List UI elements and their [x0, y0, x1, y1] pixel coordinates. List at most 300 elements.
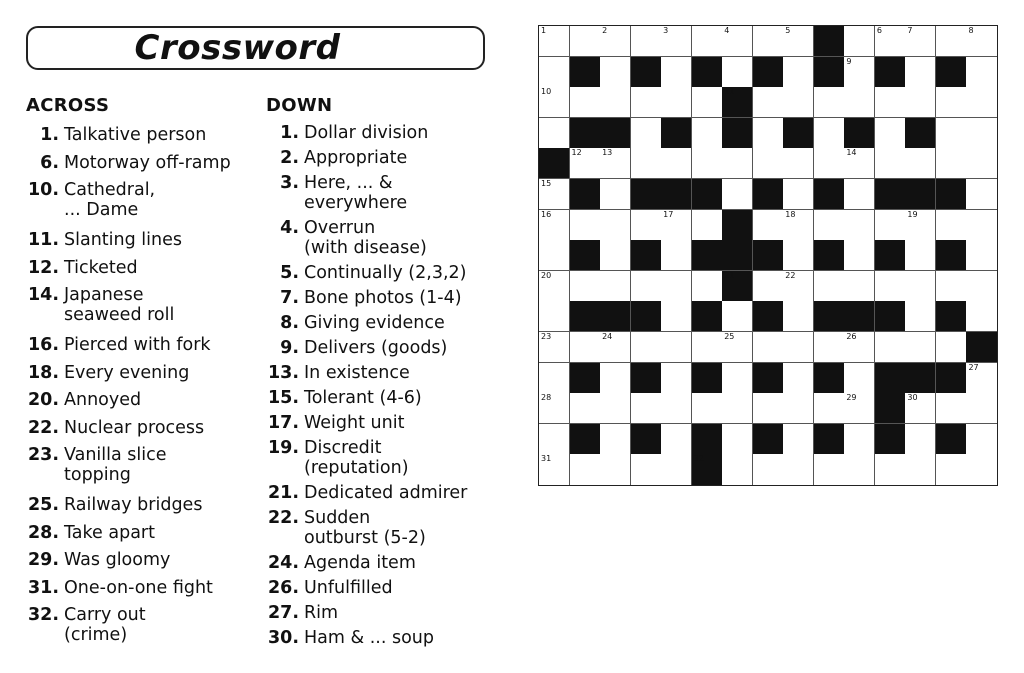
grid-cell[interactable] — [966, 87, 997, 118]
clue-number: 21. — [267, 483, 299, 503]
cell-number: 22 — [785, 270, 796, 280]
grid-cell[interactable] — [631, 454, 662, 485]
grid-cell[interactable] — [844, 26, 875, 57]
grid-cell[interactable] — [692, 271, 723, 302]
grid-cell[interactable] — [966, 240, 997, 271]
grid-block — [692, 363, 723, 394]
grid-cell[interactable] — [814, 210, 845, 241]
grid-cell[interactable] — [600, 271, 631, 302]
clue-text: Bone photos (1-4) — [304, 288, 462, 308]
grid-cell[interactable] — [814, 118, 845, 149]
grid-cell[interactable] — [783, 271, 814, 302]
grid-cell[interactable] — [661, 87, 692, 118]
grid-cell[interactable] — [783, 210, 814, 241]
grid-cell[interactable] — [905, 26, 936, 57]
grid-cell[interactable] — [875, 87, 906, 118]
down-clue[interactable] — [267, 578, 393, 598]
grid-cell[interactable] — [661, 424, 692, 455]
grid-cell[interactable] — [570, 332, 601, 363]
grid-cell[interactable] — [936, 87, 967, 118]
clue-number: 7. — [280, 288, 299, 308]
grid-cell[interactable] — [875, 148, 906, 179]
across-clue[interactable] — [27, 258, 138, 278]
grid-cell[interactable] — [661, 26, 692, 57]
grid-cell[interactable] — [722, 57, 753, 88]
across-clue[interactable] — [27, 445, 167, 485]
cell-number: 11 — [724, 87, 735, 97]
grid-cell[interactable] — [905, 271, 936, 302]
grid-cell[interactable] — [844, 332, 875, 363]
grid-cell[interactable] — [661, 148, 692, 179]
grid-cell[interactable] — [875, 271, 906, 302]
grid-cell[interactable] — [570, 26, 601, 57]
across-clue[interactable] — [27, 418, 205, 438]
grid-block — [936, 179, 967, 210]
grid-cell[interactable] — [905, 301, 936, 332]
clue-number: 30. — [267, 628, 299, 648]
grid-block — [722, 118, 753, 149]
grid-cell[interactable] — [966, 148, 997, 179]
grid-cell[interactable] — [844, 179, 875, 210]
grid-cell[interactable] — [753, 87, 784, 118]
grid-block — [661, 118, 692, 149]
grid-block — [844, 118, 875, 149]
down-clue[interactable] — [267, 413, 405, 433]
across-clue[interactable] — [40, 125, 207, 145]
down-clue[interactable] — [267, 603, 339, 623]
grid-cell[interactable] — [600, 393, 631, 424]
grid-cell[interactable] — [631, 26, 662, 57]
grid-cell[interactable] — [539, 210, 570, 241]
clue-number: 6. — [40, 153, 59, 173]
grid-cell[interactable] — [905, 210, 936, 241]
grid-cell[interactable] — [539, 240, 570, 271]
grid-cell[interactable] — [966, 393, 997, 424]
grid-cell[interactable] — [753, 148, 784, 179]
across-heading: ACROSS — [26, 95, 110, 116]
grid-cell[interactable] — [722, 454, 753, 485]
clue-number: 15. — [267, 388, 299, 408]
clue-text: Japanese — [64, 285, 144, 305]
grid-cell[interactable] — [966, 363, 997, 394]
grid-cell[interactable] — [875, 118, 906, 149]
grid-cell[interactable] — [661, 393, 692, 424]
grid-cell[interactable] — [753, 210, 784, 241]
crossword-grid — [538, 25, 998, 486]
down-clue[interactable] — [280, 288, 462, 308]
grid-cell[interactable] — [539, 301, 570, 332]
grid-cell[interactable] — [570, 87, 601, 118]
across-clue[interactable] — [27, 335, 211, 355]
grid-cell[interactable] — [844, 424, 875, 455]
grid-cell[interactable] — [661, 454, 692, 485]
grid-cell[interactable] — [661, 57, 692, 88]
grid-cell[interactable] — [875, 454, 906, 485]
grid-cell[interactable] — [783, 179, 814, 210]
grid-cell[interactable] — [631, 148, 662, 179]
down-clue[interactable] — [280, 313, 445, 333]
cell-number: 28 — [541, 393, 552, 403]
grid-cell[interactable] — [692, 332, 723, 363]
grid-block — [753, 57, 784, 88]
across-clue[interactable] — [27, 523, 155, 543]
grid-cell[interactable] — [631, 271, 662, 302]
grid-cell[interactable] — [631, 118, 662, 149]
down-clue[interactable] — [267, 388, 422, 408]
grid-cell[interactable] — [783, 424, 814, 455]
grid-cell[interactable] — [783, 87, 814, 118]
grid-cell[interactable] — [814, 271, 845, 302]
grid-block — [539, 148, 570, 179]
grid-cell[interactable] — [692, 118, 723, 149]
across-clue[interactable] — [27, 390, 142, 410]
grid-cell[interactable] — [539, 57, 570, 88]
grid-block — [570, 179, 601, 210]
grid-block — [570, 424, 601, 455]
grid-cell[interactable] — [570, 271, 601, 302]
grid-cell[interactable] — [753, 271, 784, 302]
grid-cell[interactable] — [539, 424, 570, 455]
down-clue[interactable] — [267, 508, 426, 548]
grid-block — [875, 301, 906, 332]
grid-cell[interactable] — [783, 393, 814, 424]
grid-cell[interactable] — [936, 118, 967, 149]
grid-cell[interactable] — [936, 454, 967, 485]
grid-block — [753, 240, 784, 271]
clue-text: Every evening — [64, 363, 190, 383]
grid-cell[interactable] — [844, 271, 875, 302]
grid-cell[interactable] — [753, 118, 784, 149]
clue-text: One-on-one fight — [64, 578, 213, 598]
cell-number: 19 — [907, 209, 918, 219]
grid-block — [692, 301, 723, 332]
grid-block — [753, 301, 784, 332]
cell-number: 5 — [785, 26, 791, 35]
clue-number: 4. — [280, 218, 299, 238]
grid-cell[interactable] — [600, 148, 631, 179]
grid-block — [875, 240, 906, 271]
grid-cell[interactable] — [570, 210, 601, 241]
grid-cell[interactable] — [753, 332, 784, 363]
grid-cell[interactable] — [844, 148, 875, 179]
clue-text: Motorway off-ramp — [64, 153, 231, 173]
clue-text: Slanting lines — [64, 230, 182, 250]
grid-cell[interactable] — [905, 148, 936, 179]
grid-cell[interactable] — [783, 26, 814, 57]
grid-block — [722, 271, 753, 302]
grid-cell[interactable] — [600, 87, 631, 118]
clue-text: Cathedral, — [64, 180, 156, 200]
grid-cell[interactable] — [600, 363, 631, 394]
down-clue[interactable] — [280, 218, 427, 258]
clue-text: Rim — [304, 603, 339, 623]
down-clue[interactable] — [280, 123, 429, 143]
grid-cell[interactable] — [631, 210, 662, 241]
grid-cell[interactable] — [600, 179, 631, 210]
down-heading: DOWN — [266, 95, 333, 116]
grid-cell[interactable] — [783, 148, 814, 179]
grid-cell[interactable] — [600, 26, 631, 57]
clue-text: Nuclear process — [64, 418, 205, 438]
page-title: Crossword — [134, 28, 341, 68]
clue-text-continued: outburst (5-2) — [304, 528, 426, 548]
grid-cell[interactable] — [631, 87, 662, 118]
cell-number: 4 — [724, 26, 730, 35]
grid-cell[interactable] — [692, 26, 723, 57]
cell-number: 10 — [541, 87, 552, 97]
grid-block — [814, 301, 845, 332]
grid-block — [814, 424, 845, 455]
grid-cell[interactable] — [661, 210, 692, 241]
grid-cell[interactable] — [600, 210, 631, 241]
grid-cell[interactable] — [600, 332, 631, 363]
grid-cell[interactable] — [966, 301, 997, 332]
grid-cell[interactable] — [905, 240, 936, 271]
grid-cell[interactable] — [783, 301, 814, 332]
clue-text-continued: everywhere — [304, 193, 408, 213]
grid-cell[interactable] — [844, 240, 875, 271]
clue-text: Delivers (goods) — [304, 338, 448, 358]
grid-cell[interactable] — [722, 424, 753, 455]
clue-text-continued: (with disease) — [304, 238, 427, 258]
clue-text: Sudden — [304, 508, 371, 528]
grid-block — [661, 179, 692, 210]
grid-cell[interactable] — [539, 26, 570, 57]
grid-cell[interactable] — [814, 87, 845, 118]
cell-number: 29 — [846, 393, 857, 403]
down-clue[interactable] — [280, 338, 448, 358]
grid-cell[interactable] — [631, 393, 662, 424]
grid-cell[interactable] — [814, 393, 845, 424]
clue-number: 24. — [267, 553, 299, 573]
grid-block — [570, 57, 601, 88]
clue-number: 9. — [280, 338, 299, 358]
grid-cell[interactable] — [661, 363, 692, 394]
cell-number: 30 — [907, 393, 918, 403]
grid-cell[interactable] — [753, 26, 784, 57]
down-clue[interactable] — [280, 148, 408, 168]
grid-cell[interactable] — [966, 424, 997, 455]
cell-number: 31 — [541, 454, 552, 464]
grid-cell[interactable] — [539, 363, 570, 394]
clue-text: Pierced with fork — [64, 335, 211, 355]
grid-cell[interactable] — [692, 148, 723, 179]
grid-cell[interactable] — [966, 57, 997, 88]
grid-cell[interactable] — [570, 393, 601, 424]
grid-cell[interactable] — [844, 363, 875, 394]
grid-cell[interactable] — [936, 332, 967, 363]
grid-cell[interactable] — [722, 332, 753, 363]
down-clue[interactable] — [267, 363, 410, 383]
grid-cell[interactable] — [936, 393, 967, 424]
clue-number: 27. — [267, 603, 299, 623]
grid-cell[interactable] — [539, 271, 570, 302]
grid-cell[interactable] — [875, 26, 906, 57]
clue-number: 20. — [27, 390, 59, 410]
grid-cell[interactable] — [844, 393, 875, 424]
grid-block — [814, 179, 845, 210]
grid-cell[interactable] — [539, 332, 570, 363]
grid-block — [631, 301, 662, 332]
grid-cell[interactable] — [875, 332, 906, 363]
grid-block — [814, 363, 845, 394]
grid-cell[interactable] — [936, 210, 967, 241]
across-clue[interactable] — [40, 153, 231, 173]
grid-cell[interactable] — [905, 454, 936, 485]
grid-cell[interactable] — [661, 240, 692, 271]
grid-cell[interactable] — [539, 87, 570, 118]
grid-cell[interactable] — [600, 240, 631, 271]
grid-cell[interactable] — [570, 148, 601, 179]
grid-cell[interactable] — [692, 210, 723, 241]
grid-cell[interactable] — [844, 57, 875, 88]
clue-number: 14. — [27, 285, 59, 305]
grid-cell[interactable] — [936, 148, 967, 179]
grid-cell[interactable] — [875, 210, 906, 241]
down-clue[interactable] — [280, 263, 467, 283]
grid-block — [753, 363, 784, 394]
grid-cell[interactable] — [631, 332, 662, 363]
grid-cell[interactable] — [753, 393, 784, 424]
down-clue[interactable] — [267, 553, 416, 573]
grid-block — [875, 363, 906, 394]
across-clue[interactable] — [27, 578, 213, 598]
grid-block — [631, 424, 662, 455]
grid-cell[interactable] — [753, 454, 784, 485]
grid-cell[interactable] — [722, 179, 753, 210]
clue-text: Dedicated admirer — [304, 483, 468, 503]
clue-text-continued: seaweed roll — [64, 305, 175, 325]
grid-block — [936, 363, 967, 394]
grid-cell[interactable] — [722, 301, 753, 332]
grid-cell[interactable] — [539, 454, 570, 485]
grid-cell[interactable] — [661, 301, 692, 332]
clue-number: 23. — [27, 445, 59, 465]
clue-text: Overrun — [304, 218, 376, 238]
grid-cell[interactable] — [783, 57, 814, 88]
cell-number: 32 — [693, 454, 704, 464]
grid-cell[interactable] — [783, 363, 814, 394]
cell-number: 24 — [602, 332, 613, 341]
clue-number: 2. — [280, 148, 299, 168]
grid-cell[interactable] — [722, 363, 753, 394]
grid-cell[interactable] — [905, 87, 936, 118]
down-clue[interactable] — [280, 173, 408, 213]
across-clue[interactable] — [27, 285, 175, 325]
grid-cell[interactable] — [600, 454, 631, 485]
grid-block — [936, 424, 967, 455]
grid-cell[interactable] — [966, 210, 997, 241]
clue-number: 1. — [280, 123, 299, 143]
down-clue[interactable] — [267, 628, 434, 648]
grid-cell[interactable] — [844, 454, 875, 485]
grid-cell[interactable] — [539, 118, 570, 149]
grid-block — [936, 57, 967, 88]
grid-cell[interactable] — [661, 271, 692, 302]
grid-cell[interactable] — [966, 118, 997, 149]
grid-cell[interactable] — [814, 454, 845, 485]
grid-block — [875, 393, 906, 424]
grid-cell[interactable] — [966, 179, 997, 210]
across-clue[interactable] — [27, 550, 171, 570]
clue-number: 29. — [27, 550, 59, 570]
grid-cell[interactable] — [905, 424, 936, 455]
grid-cell[interactable] — [600, 57, 631, 88]
grid-cell[interactable] — [844, 210, 875, 241]
grid-cell[interactable] — [722, 26, 753, 57]
clue-number: 19. — [267, 438, 299, 458]
across-clue[interactable] — [27, 605, 146, 645]
clue-number: 3. — [280, 173, 299, 193]
title-banner — [26, 26, 485, 70]
grid-block — [875, 57, 906, 88]
across-clue[interactable] — [27, 495, 203, 515]
grid-cell[interactable] — [783, 332, 814, 363]
grid-cell[interactable] — [905, 57, 936, 88]
across-clue[interactable] — [27, 230, 182, 250]
grid-block — [905, 179, 936, 210]
grid-cell[interactable] — [936, 26, 967, 57]
clue-number: 22. — [267, 508, 299, 528]
grid-cell[interactable] — [966, 26, 997, 57]
down-clue[interactable] — [267, 438, 409, 478]
clue-text: Here, ... & — [304, 173, 393, 193]
grid-cell[interactable] — [570, 454, 601, 485]
grid-cell[interactable] — [692, 393, 723, 424]
clue-number: 5. — [280, 263, 299, 283]
across-clue[interactable] — [27, 363, 190, 383]
clue-text: Vanilla slice — [64, 445, 167, 465]
grid-cell[interactable] — [905, 393, 936, 424]
grid-cell[interactable] — [692, 87, 723, 118]
grid-cell[interactable] — [722, 148, 753, 179]
grid-cell[interactable] — [539, 179, 570, 210]
grid-cell[interactable] — [966, 454, 997, 485]
grid-cell[interactable] — [661, 332, 692, 363]
grid-cell[interactable] — [783, 240, 814, 271]
clue-text-continued: (crime) — [64, 625, 128, 645]
grid-block — [631, 179, 662, 210]
grid-cell[interactable] — [905, 332, 936, 363]
grid-block — [875, 179, 906, 210]
grid-cell[interactable] — [966, 271, 997, 302]
grid-block — [753, 424, 784, 455]
clue-text: Discredit — [304, 438, 382, 458]
clue-text: Unfulfilled — [304, 578, 393, 598]
clue-text: Railway bridges — [64, 495, 203, 515]
grid-cell[interactable] — [722, 393, 753, 424]
grid-cell[interactable] — [814, 148, 845, 179]
grid-cell[interactable] — [783, 454, 814, 485]
grid-block — [814, 240, 845, 271]
clue-text: Giving evidence — [304, 313, 445, 333]
clue-number: 11. — [27, 230, 59, 250]
grid-cell[interactable] — [539, 393, 570, 424]
grid-cell[interactable] — [936, 271, 967, 302]
grid-block — [905, 363, 936, 394]
clue-number: 8. — [280, 313, 299, 333]
grid-cell[interactable] — [600, 424, 631, 455]
cell-number: 18 — [785, 209, 796, 219]
cell-number: 16 — [541, 209, 552, 219]
grid-block — [692, 240, 723, 271]
down-clue[interactable] — [267, 483, 468, 503]
cell-number: 23 — [541, 332, 552, 341]
grid-cell[interactable] — [814, 332, 845, 363]
grid-cell[interactable] — [844, 87, 875, 118]
clue-text: Take apart — [64, 523, 155, 543]
across-clue[interactable] — [27, 180, 156, 220]
